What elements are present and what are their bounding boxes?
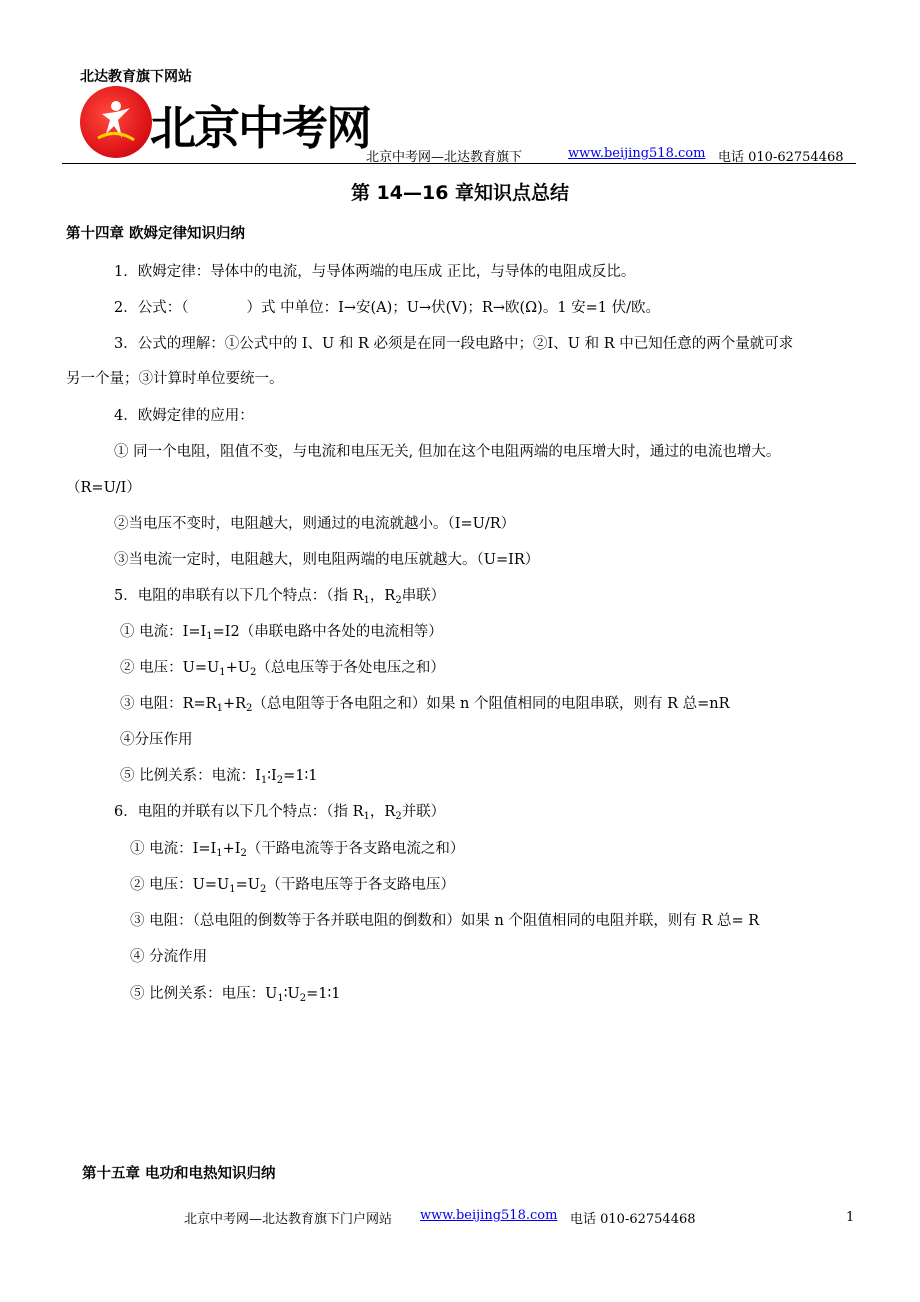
formula-text-a: 2．公式：（ [114, 300, 189, 316]
subscript: 1 [206, 631, 213, 642]
formula-text-b: ）式 中单位：I→安(A)；U→伏(V)；R→欧(Ω)。1 安=1 伏/欧。 [246, 300, 661, 316]
paragraph-understanding-line1: 3．公式的理解：①公式中的 I、U 和 R 必须是在同一段电路中；②I、U 和 R 中已知任意的两个量就可求 [114, 336, 794, 352]
parallel-current-b: +I [222, 841, 241, 857]
parallel-voltage-b: =U [235, 877, 260, 893]
series-resistance-a: ③ 电阻：R=R [120, 696, 217, 712]
series-current-a: ① 电流：I=I [120, 624, 207, 640]
subscript: 1 [363, 811, 370, 822]
series-voltage-c: （总电压等于各处电压之和） [256, 660, 445, 676]
parallel-ratio [130, 982, 340, 1003]
paragraph-formula [114, 296, 660, 317]
parallel-ratio-a: ⑤ 比例关系：电压：U [130, 986, 278, 1002]
header-url-link[interactable]: www.beijing518.com [568, 146, 706, 161]
footer-site-label: 北京中考网—北达教育旗下门户网站 [184, 1212, 393, 1227]
subscript: 1 [216, 703, 223, 714]
series-current [120, 620, 443, 641]
parallel-intro-c: 并联） [401, 804, 446, 820]
series-voltage-a: ② 电压：U=U [120, 660, 220, 676]
parallel-ratio-c: =1∶1 [306, 986, 341, 1002]
subscript: 1 [219, 667, 226, 678]
subscript: 2 [299, 993, 307, 1004]
parallel-voltage-a: ② 电压：U=U [130, 877, 230, 893]
subscript: 1 [229, 884, 236, 895]
series-intro-c: 串联） [401, 588, 446, 604]
subscript: 1 [216, 848, 223, 859]
parallel-current-divider: ④ 分流作用 [130, 949, 208, 965]
series-ratio-c: =1∶1 [283, 768, 318, 784]
subscript: 2 [395, 811, 402, 822]
series-voltage-divider: ④分压作用 [120, 732, 193, 748]
series-intro [114, 584, 445, 605]
parallel-current-a: ① 电流：I=I [130, 841, 217, 857]
application-2: ②当电压不变时，电阻越大，则通过的电流就越小。（I=U/R） [114, 516, 516, 532]
series-resistance [120, 692, 730, 713]
series-resistance-c: （总电阻等于各电阻之和）如果 n 个阻值相同的电阻串联，则有 R 总=nR [252, 696, 730, 712]
page-number: 1 [846, 1210, 855, 1225]
chapter14-heading: 第十四章 欧姆定律知识归纳 [66, 226, 246, 242]
subscript: 2 [249, 667, 257, 678]
parallel-current [130, 837, 464, 858]
series-voltage [120, 656, 445, 677]
subscript: 2 [240, 848, 247, 859]
footer-url-link[interactable]: www.beijing518.com [420, 1208, 558, 1223]
parallel-resistance: ③ 电阻：（总电阻的倒数等于各并联电阻的倒数和）如果 n 个阻值相同的电阻并联，则有 R 总= R [130, 913, 760, 929]
logo-figure-icon [96, 98, 136, 144]
series-ratio-b: ∶I [267, 768, 277, 784]
subscript: 2 [395, 595, 402, 606]
series-ratio-a: ⑤ 比例关系：电流：I [120, 768, 261, 784]
logo-tagline: 北达教育旗下网站 [80, 69, 192, 85]
paragraph-applications: 4．欧姆定律的应用： [114, 408, 254, 424]
subscript: 1 [363, 595, 370, 606]
logo-wordmark: 北京中考网 [150, 101, 370, 155]
application-1-line1: ① 同一个电阻，阻值不变，与电流和电压无关, 但加在这个电阻两端的电压增大时，通过的电流也增大。 [114, 444, 781, 460]
header-phone: 电话 010-62754468 [718, 150, 844, 165]
series-voltage-b: +U [225, 660, 250, 676]
chapter15-heading: 第十五章 电功和电热知识归纳 [82, 1166, 276, 1182]
subscript: 2 [276, 775, 284, 786]
series-intro-b: ，R [369, 588, 396, 604]
application-3: ③当电流一定时，电阻越大，则电阻两端的电压就越大。（U=IR） [114, 552, 540, 568]
parallel-intro-a: 6．电阻的并联有以下几个特点：（指 R [114, 804, 364, 820]
parallel-current-c: （干路电流等于各支路电流之和） [246, 841, 465, 857]
parallel-voltage [130, 873, 455, 894]
footer-phone: 电话 010-62754468 [570, 1212, 696, 1227]
application-1-line2: （R=U/I） [66, 480, 141, 496]
parallel-ratio-b: ∶U [283, 986, 300, 1002]
parallel-intro [114, 800, 445, 821]
parallel-intro-b: ，R [369, 804, 396, 820]
subscript: 2 [246, 703, 253, 714]
parallel-voltage-c: （干路电压等于各支路电压） [266, 877, 455, 893]
series-resistance-b: +R [222, 696, 247, 712]
page-title: 第 14—16 章知识点总结 [350, 182, 570, 204]
header-divider [62, 163, 856, 164]
series-intro-a: 5．电阻的串联有以下几个特点：（指 R [114, 588, 364, 604]
subscript: 2 [259, 884, 267, 895]
series-ratio [120, 764, 317, 785]
subscript: 1 [260, 775, 268, 786]
subscript: 1 [277, 993, 284, 1004]
series-current-b: =I2（串联电路中各处的电流相等） [212, 624, 443, 640]
paragraph-ohms-law: 1．欧姆定律：导体中的电流，与导体两端的电压成 正比，与导体的电阻成反比。 [114, 264, 636, 280]
header-site-label: 北京中考网—北达教育旗下 [366, 150, 523, 165]
paragraph-understanding-line2: 另一个量；③计算时单位要统一。 [66, 371, 284, 387]
